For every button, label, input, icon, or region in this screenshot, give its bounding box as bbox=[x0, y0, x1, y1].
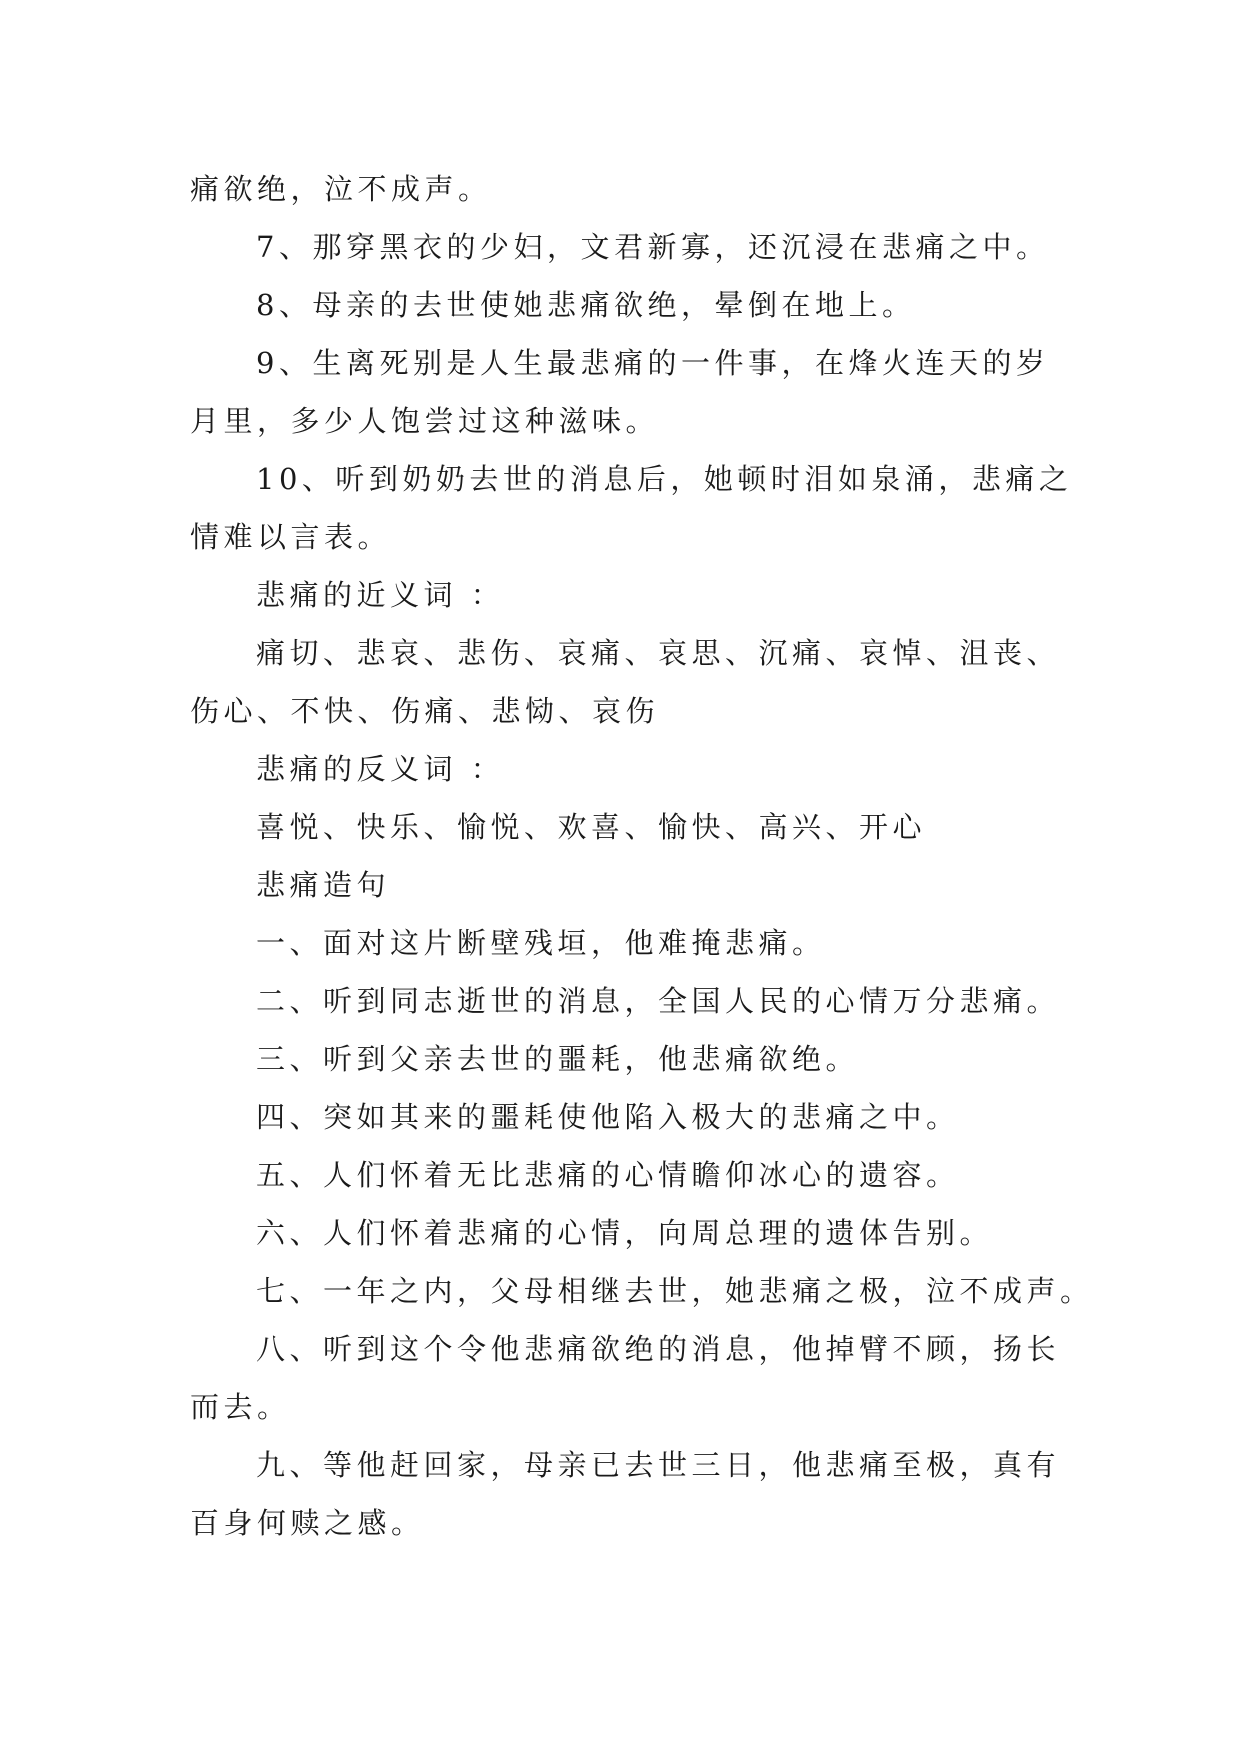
text-line: 而去。 bbox=[190, 1390, 291, 1424]
text-line: 四、突如其来的噩耗使他陷入极大的悲痛之中。 bbox=[256, 1100, 960, 1134]
synonym-heading: 悲痛的近义词 ： bbox=[256, 578, 505, 612]
antonym-list: 喜悦、快乐、愉悦、欢喜、愉快、高兴、开心 bbox=[256, 810, 927, 844]
section-heading: 悲痛造句 bbox=[256, 868, 391, 902]
text-line: 情难以言表。 bbox=[190, 520, 392, 554]
antonym-heading: 悲痛的反义词 ： bbox=[256, 752, 505, 786]
synonym-list: 痛切、悲哀、悲伤、哀痛、哀思、沉痛、哀悼、沮丧、 bbox=[256, 636, 1061, 670]
document-body bbox=[190, 160, 1094, 1552]
text-line: 9、生离死别是人生最悲痛的一件事，在烽火连天的岁 bbox=[256, 346, 1050, 380]
synonym-list: 伤心、不快、伤痛、悲恸、哀伤 bbox=[190, 694, 660, 728]
text-line: 8、母亲的去世使她悲痛欲绝，晕倒在地上。 bbox=[256, 288, 916, 322]
text-line: 月里，多少人饱尝过这种滋味。 bbox=[190, 404, 660, 438]
text-line: 痛欲绝，泣不成声。 bbox=[190, 172, 492, 206]
text-line: 二、听到同志逝世的消息，全国人民的心情万分悲痛。 bbox=[256, 984, 1061, 1018]
text-line: 一、面对这片断壁残垣，他难掩悲痛。 bbox=[256, 926, 826, 960]
text-line: 10、听到奶奶去世的消息后，她顿时泪如泉涌，悲痛之 bbox=[256, 462, 1073, 496]
text-line: 八、听到这个令他悲痛欲绝的消息，他掉臂不顾，扬长 bbox=[256, 1332, 1061, 1366]
text-line: 百身何赎之感。 bbox=[190, 1506, 425, 1540]
text-line: 五、人们怀着无比悲痛的心情瞻仰冰心的遗容。 bbox=[256, 1158, 960, 1192]
text-line: 六、人们怀着悲痛的心情，向周总理的遗体告别。 bbox=[256, 1216, 994, 1250]
text-line: 三、听到父亲去世的噩耗，他悲痛欲绝。 bbox=[256, 1042, 860, 1076]
text-line: 九、等他赶回家，母亲已去世三日，他悲痛至极，真有 bbox=[256, 1448, 1061, 1482]
text-line: 7、那穿黑衣的少妇，文君新寡，还沉浸在悲痛之中。 bbox=[256, 230, 1050, 264]
text-line: 七、一年之内，父母相继去世，她悲痛之极，泣不成声。 bbox=[256, 1274, 1094, 1308]
